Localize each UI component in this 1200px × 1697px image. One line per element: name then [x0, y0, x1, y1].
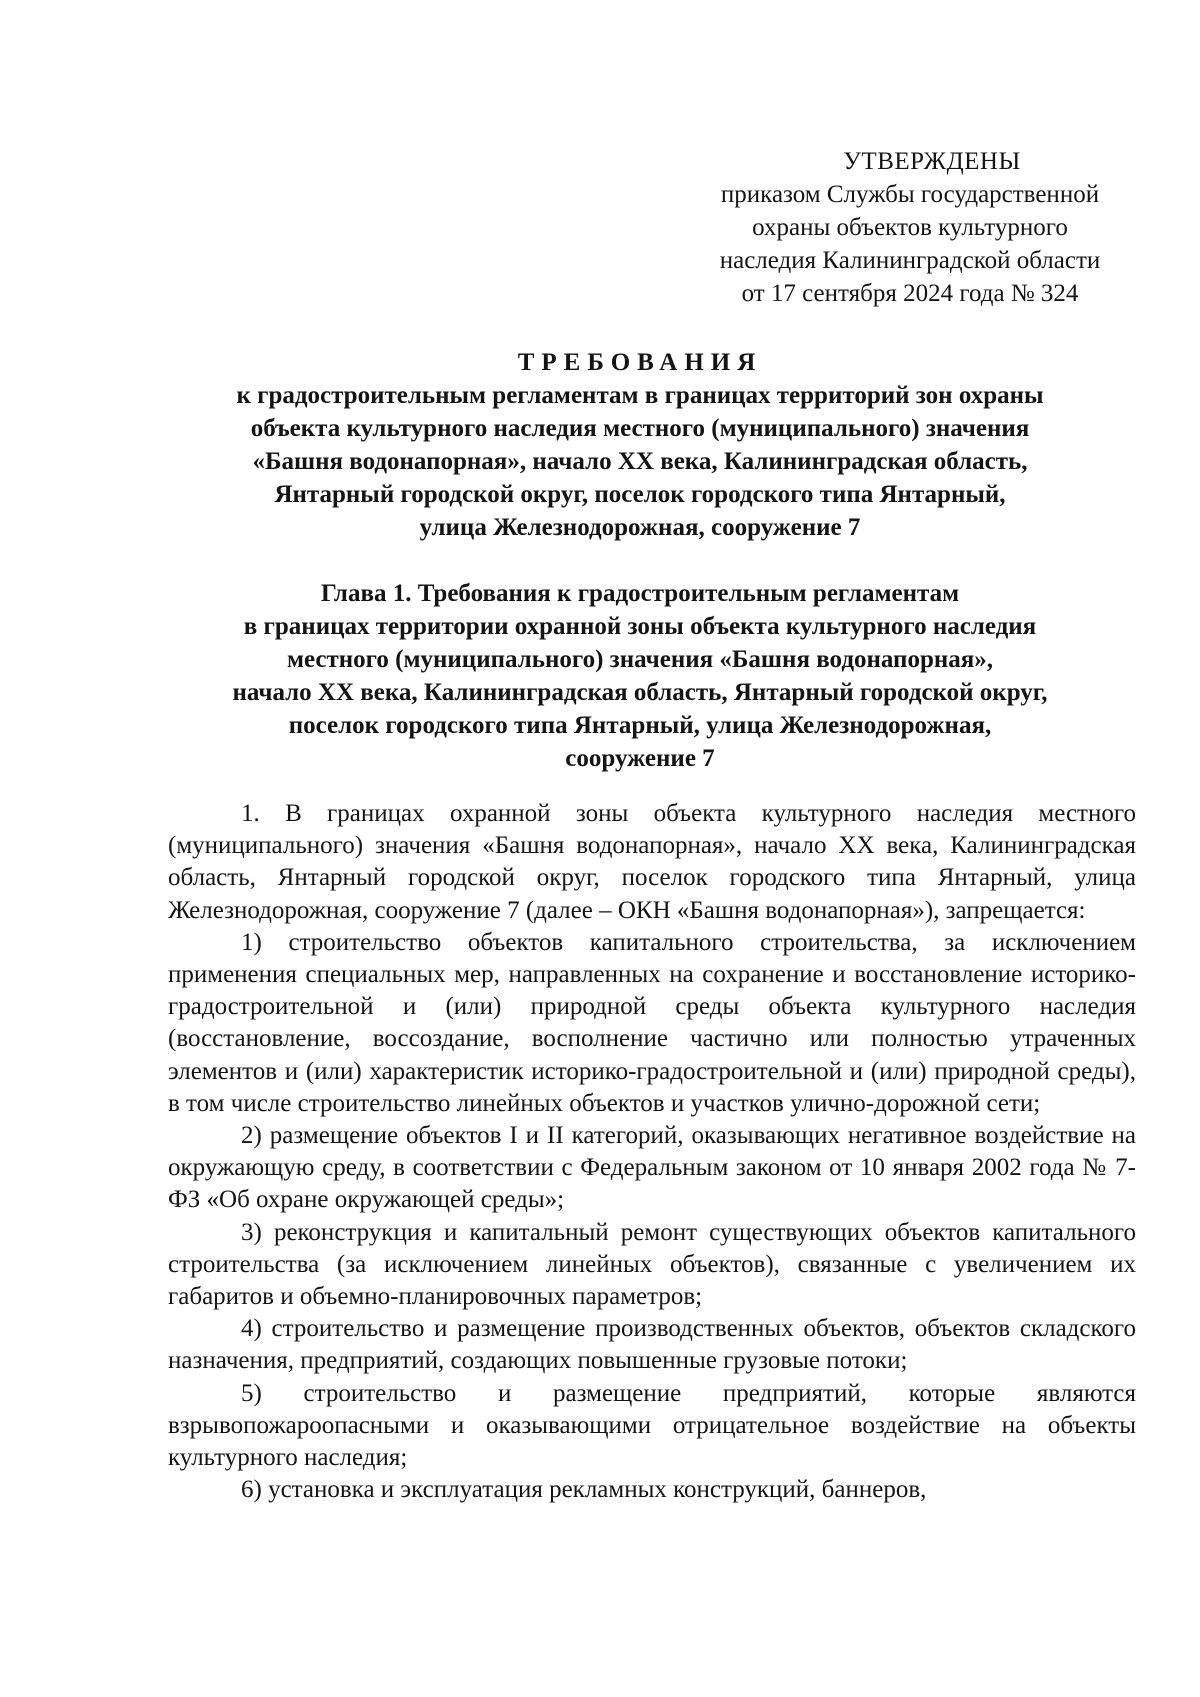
approval-line: наследия Калининградской области — [719, 247, 1101, 274]
document-body — [168, 798, 1136, 1506]
document-heading — [160, 346, 1120, 544]
document-subtitle-line: к градостроительным регламентам в границах территорий зон охраны — [236, 382, 1044, 409]
paragraph-item-5: 5) строительство и размещение предприятий, которые являются взрывопожароопасными и оказывающими отрицательное воздействие на объекты культурного наследия; — [168, 1379, 1136, 1472]
approval-title: УТВЕРЖДЕНЫ — [843, 148, 1021, 175]
chapter-line: в границах территории охранной зоны объекта культурного наследия — [243, 613, 1037, 640]
paragraph-item-1: 1) строительство объектов капитального строительства, за исключением применения специальных мер, направленных на сохранение и восстановление историко-градостроительной и (или) природной среды объекта культурного наследия (восстановление, воссоздание, восполнение частично или полностью утраченных элементов и (или) характеристик историко-градостроительной и (или) природной среды), в том числе строительство линейных объектов и участков улично-дорожной сети; — [168, 928, 1136, 1117]
document-subtitle-line: объекта культурного наследия местного (муниципального) значения — [250, 415, 1030, 442]
chapter-line: поселок городского типа Янтарный, улица Железнодорожная, — [288, 712, 992, 739]
paragraph-item-2: 2) размещение объектов I и II категорий, оказывающих негативное воздействие на окружающую среду, в соответствии с Федеральным законом от 10 января 2002 года № 7-ФЗ «Об охране окружающей среды»; — [168, 1122, 1136, 1214]
chapter-heading — [160, 577, 1120, 775]
chapter-line: начало XX века, Калининградская область, Янтарный городской округ, — [232, 679, 1048, 706]
approval-line: от 17 сентября 2024 года № 324 — [741, 280, 1079, 307]
paragraph-clause-1: 1. В границах охранной зоны объекта культурного наследия местного (муниципального) значения «Башня водонапорная», начало XX века, Калининградская область, Янтарный городской округ, поселок городского типа Янтарный, улица Железнодорожная, сооружение 7 (далее – ОКН «Башня водонапорная»), запрещается: — [168, 800, 1136, 924]
document-subtitle-line: Янтарный городской округ, поселок городского типа Янтарный, — [274, 481, 1006, 508]
approval-stamp — [692, 145, 1128, 310]
approval-line: приказом Службы государственной — [720, 181, 1100, 208]
chapter-line: сооружение 7 — [565, 745, 715, 772]
paragraph-item-4: 4) строительство и размещение производственных объектов, объектов складского назначения, предприятий, создающих повышенные грузовые потоки; — [168, 1315, 1136, 1375]
chapter-line: местного (муниципального) значения «Башня водонапорная», — [286, 646, 994, 673]
approval-line: охраны объектов культурного — [752, 214, 1068, 241]
paragraph-item-3: 3) реконструкция и капитальный ремонт существующих объектов капитального строительства (за исключением линейных объектов), связанные с увеличением их габаритов и объемно-планировочных параметров; — [168, 1218, 1136, 1311]
chapter-line: Глава 1. Требования к градостроительным регламентам — [320, 580, 960, 607]
document-subtitle-line: улица Железнодорожная, сооружение 7 — [419, 514, 861, 541]
document-subtitle-line: «Башня водонапорная», начало XX века, Калининградская область, — [252, 448, 1028, 475]
document-title: ТРЕБОВАНИЯ — [517, 349, 763, 376]
paragraph-item-6: 6) установка и эксплуатация рекламных конструкций, баннеров, — [241, 1476, 927, 1504]
